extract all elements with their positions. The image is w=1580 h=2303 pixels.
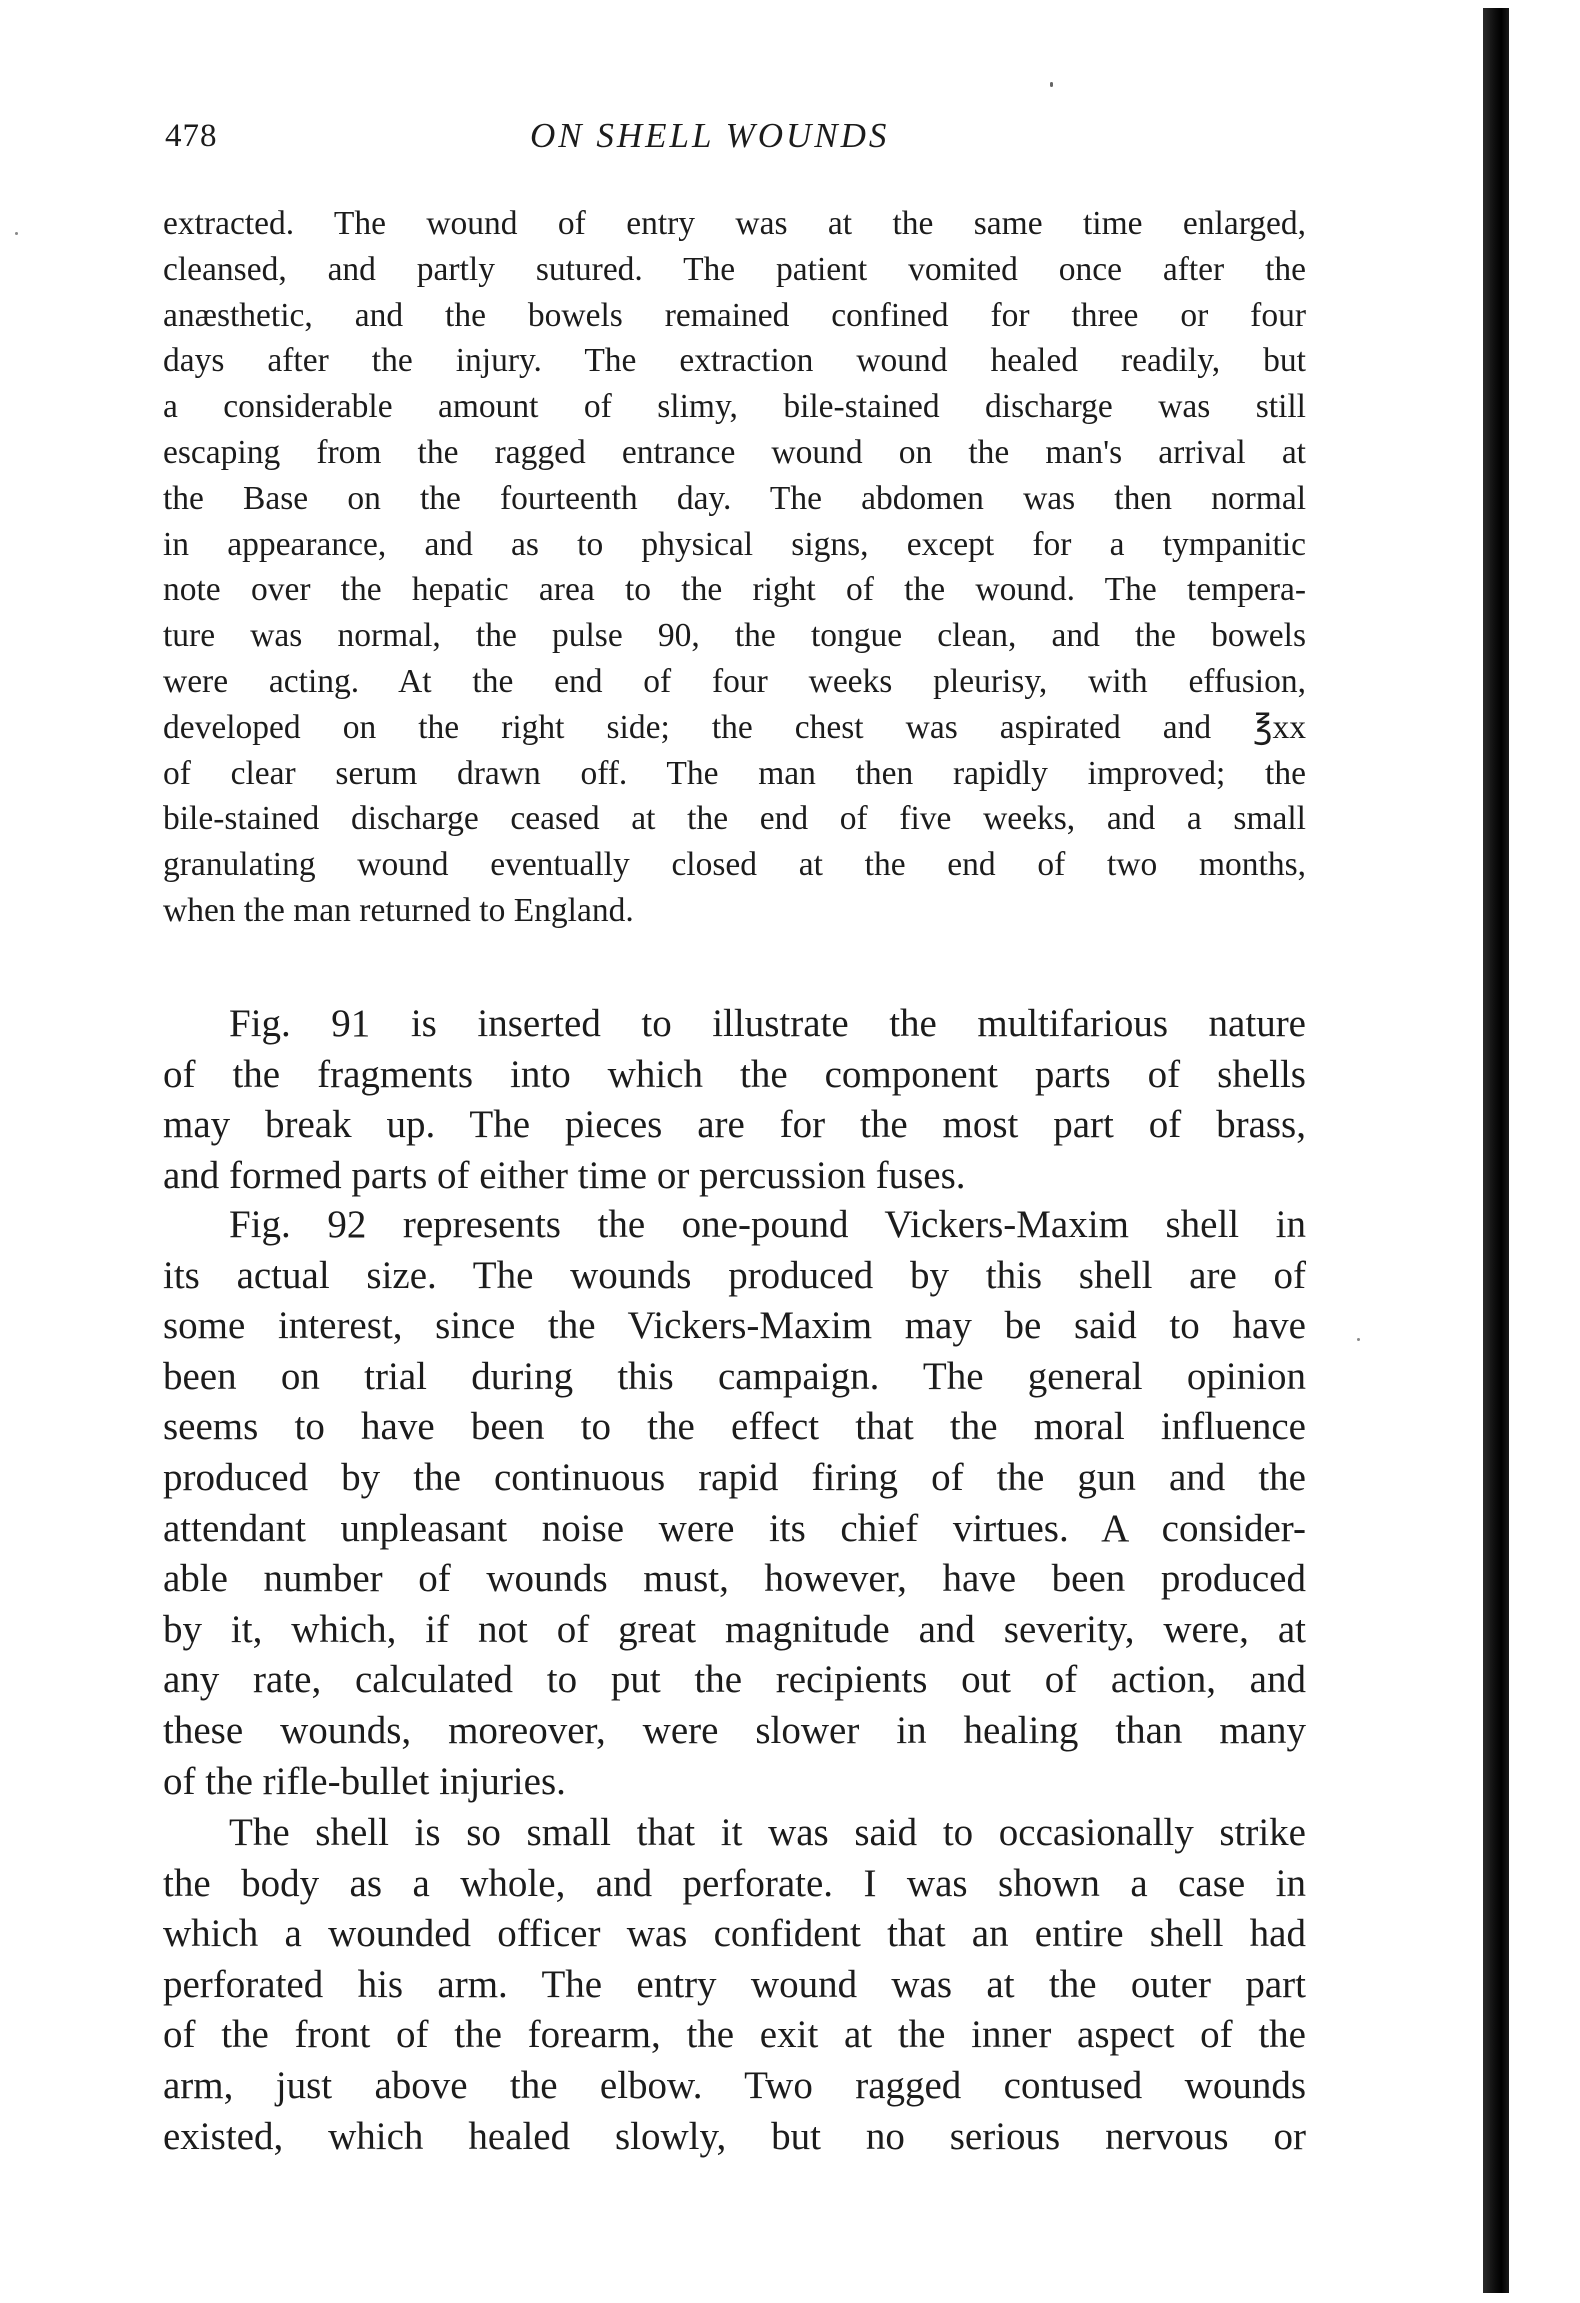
text-line: been on trial during this campaign. The general opinion <box>163 1354 1306 1398</box>
text-line: of the rifle-bullet injuries. <box>163 1759 566 1803</box>
text-line: when the man returned to England. <box>163 891 634 929</box>
text-line: able number of wounds must, however, have been produced <box>163 1557 1306 1601</box>
text-line: extracted. The wound of entry was at the same time enlarged, <box>163 205 1306 242</box>
page-number: 478 <box>165 118 218 154</box>
text-line: the body as a whole, and perforate. I was shown a case in <box>163 1861 1306 1905</box>
text-line: of the front of the forearm, the exit at the inner aspect of the <box>163 2013 1306 2057</box>
text-line: ture was normal, the pulse 90, the tongue clean, and the bowels <box>163 617 1306 655</box>
text-line: The shell is so small that it was said to occasionally strike <box>229 1811 1306 1854</box>
text-line: Fig. 91 is inserted to illustrate the multifarious nature <box>229 1002 1306 1045</box>
text-line: cleansed, and partly sutured. The patient vomited once after the <box>163 250 1306 288</box>
fig-92-paragraph <box>163 1200 1306 1807</box>
shell-paragraph <box>163 1808 1306 2162</box>
text-line: Fig. 92 represents the one-pound Vickers-Maxim shell in <box>229 1203 1306 1246</box>
text-line: escaping from the ragged entrance wound on the man's arrival at <box>163 433 1306 471</box>
text-line: of the fragments into which the component parts of shells <box>163 1052 1306 1096</box>
text-line: bile-stained discharge ceased at the end of five weeks, and a small <box>163 800 1306 838</box>
text-line: days after the injury. The extraction wound healed readily, but <box>163 342 1306 380</box>
print-speck <box>1050 82 1053 87</box>
text-line: these wounds, moreover, were slower in healing than many <box>163 1708 1306 1752</box>
text-line: by it, which, if not of great magnitude and severity, were, at <box>163 1607 1306 1651</box>
text-line: anæsthetic, and the bowels remained confined for three or four <box>163 296 1306 334</box>
text-line: some interest, since the Vickers-Maxim may be said to have <box>163 1304 1306 1348</box>
text-line: its actual size. The wounds produced by this shell are of <box>163 1253 1306 1297</box>
text-line: seems to have been to the effect that the moral influence <box>163 1405 1306 1449</box>
running-head: ON SHELL WOUNDS <box>530 116 890 155</box>
text-line: any rate, calculated to put the recipients out of action, and <box>163 1658 1306 1702</box>
text-line: existed, which healed slowly, but no serious nervous or <box>163 2114 1306 2158</box>
text-line: attendant unpleasant noise were its chief virtues. A consider- <box>163 1506 1306 1550</box>
text-line: the Base on the fourteenth day. The abdomen was then normal <box>163 479 1306 517</box>
text-line: were acting. At the end of four weeks pleurisy, with effusion, <box>163 662 1306 700</box>
text-line: perforated his arm. The entry wound was at the outer part <box>163 1962 1306 2006</box>
text-line: may break up. The pieces are for the most part of brass, <box>163 1103 1306 1147</box>
case-report-paragraph <box>163 201 1306 934</box>
page-gutter-shadow <box>1483 8 1509 2293</box>
print-speck <box>1357 1338 1360 1341</box>
text-line: a considerable amount of slimy, bile-stained discharge was still <box>163 388 1306 426</box>
text-line: of clear serum drawn off. The man then rapidly improved; the <box>163 754 1306 792</box>
text-line: in appearance, and as to physical signs, except for a tympanitic <box>163 525 1306 563</box>
text-line: granulating wound eventually closed at the end of two months, <box>163 846 1306 884</box>
text-line: and formed parts of either time or percussion fuses. <box>163 1153 966 1197</box>
text-line: developed on the right side; the chest was aspirated and ℥xx <box>163 708 1306 746</box>
text-line: produced by the continuous rapid firing of the gun and the <box>163 1455 1306 1499</box>
fig-91-paragraph <box>163 999 1306 1201</box>
text-line: note over the hepatic area to the right of the wound. The tempera- <box>163 571 1306 609</box>
text-line: arm, just above the elbow. Two ragged contused wounds <box>163 2063 1306 2107</box>
print-speck <box>15 232 18 235</box>
text-line: which a wounded officer was confident that an entire shell had <box>163 1912 1306 1956</box>
